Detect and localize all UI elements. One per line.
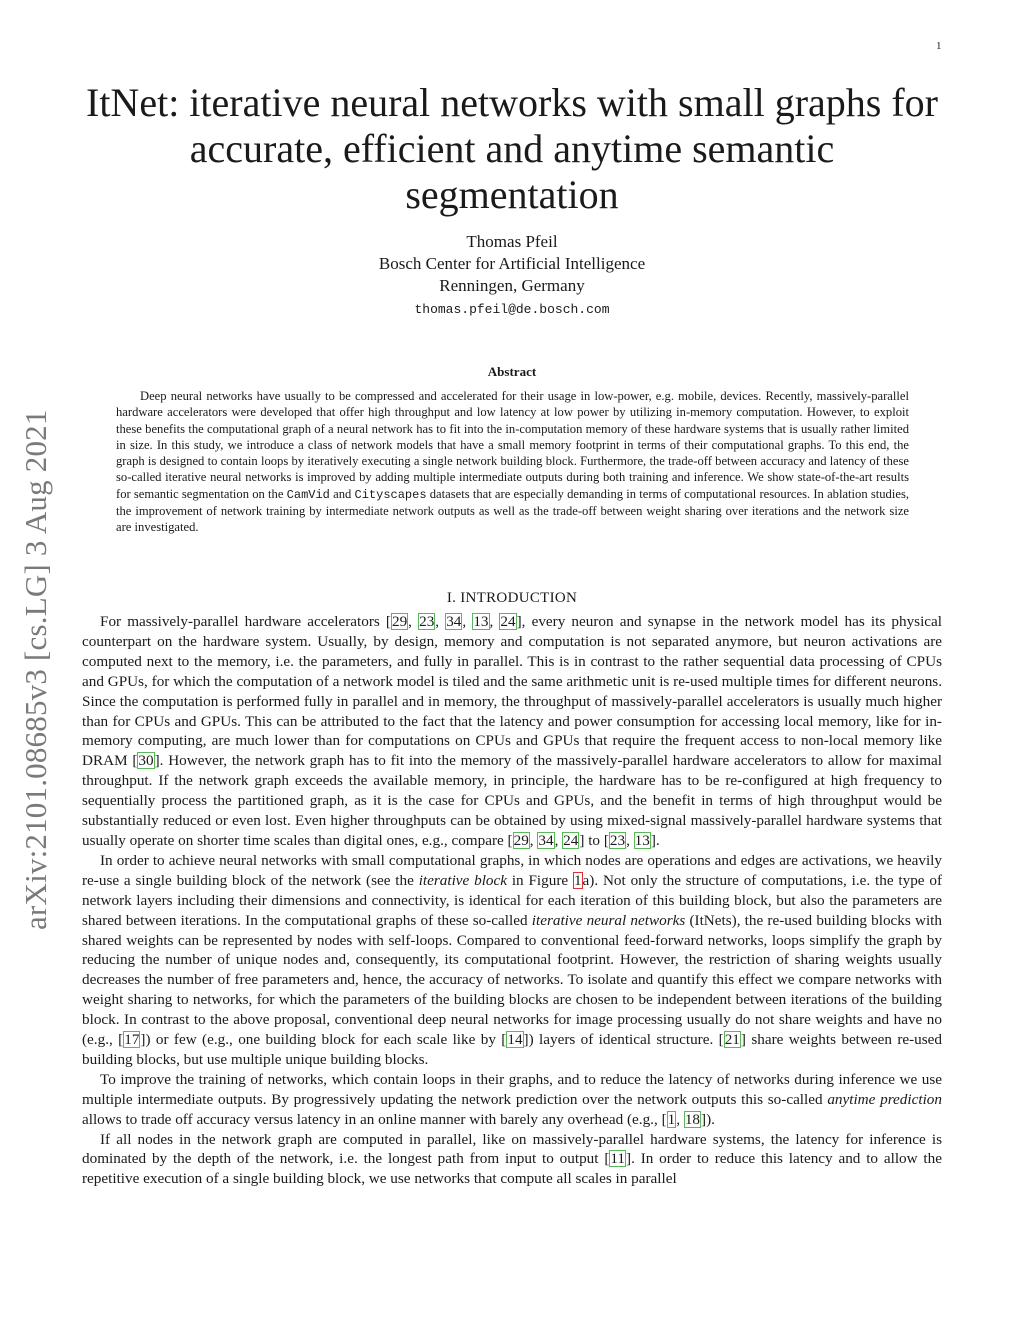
dataset-camvid: CamVid [286, 487, 330, 502]
citation-link[interactable]: 21 [724, 1031, 740, 1049]
paragraph-1: For massively-parallel hardware accelerators [29, 23, 34, 13, 24], every neuron and synapse in the network model has its physical counterpart on the hardware system. Usually, by design, memory and computation is not separated anymore, but neuron activations are computed next to the memory, i.e. the parameters, and fully in parallel. This is in contrast to the rather sequential data processing of CPUs and GPUs, for which the computation of a network model is tiled and the same arithmetic unit is re-used multiple times for different neurons. Since the computation is performed fully in parallel and in memory, the throughput of massively-parallel accelerators is usually much higher than for CPUs and GPUs. This can be attributed to the fact that the latency and power consumption for accessing local memory, like for in-memory computing, are much lower than for computations on CPUs and GPUs that require the frequent access to non-local memory like DRAM [30]. However, the network graph has to fit into the memory of the massively-parallel hardware accelerators to allow for maximal throughput. If the network graph exceeds the available memory, in principle, the hardware has to be re-configured at high frequency to sequentially process the partitioned graph, as it is the case for CPUs and GPUs, and the benefit in terms of high throughput would be substantially reduced or even lost. Even higher throughputs can be obtained by using mixed-signal massively-parallel hardware systems that usually operate on shorter time scales than digital ones, e.g., compare [29, 34, 24] to [23, 13]. [82, 613, 943, 849]
figure-reference-link[interactable]: 1 [573, 871, 582, 889]
author-affiliation: Bosch Center for Artificial Intelligence [378, 254, 646, 273]
citation-link[interactable]: 24 [563, 831, 579, 849]
citation-link[interactable]: 13 [634, 831, 650, 849]
section-heading-introduction [82, 590, 942, 607]
section-title: NTRODUCTION [465, 590, 578, 606]
abstract-heading: Abstract [487, 364, 537, 379]
citation-link[interactable]: 13 [473, 613, 489, 630]
page-number: 1 [936, 40, 942, 52]
citation-link[interactable]: 11 [610, 1150, 626, 1168]
paper-title: ItNet: iterative neural networks with small graphs for accurate, efficient and anytime semantic segmentation [86, 80, 938, 217]
citation-link[interactable]: 23 [419, 613, 435, 630]
abstract-text: and [329, 486, 355, 501]
citation-link[interactable]: 14 [507, 1031, 523, 1049]
citation-link[interactable]: 1 [667, 1110, 676, 1128]
citation-link[interactable]: 34 [538, 831, 554, 849]
citation-link[interactable]: 23 [609, 831, 626, 849]
citation-link[interactable]: 17 [124, 1031, 140, 1049]
dataset-cityscapes: Cityscapes [354, 487, 427, 502]
citation-link[interactable]: 24 [500, 613, 516, 630]
citation-link[interactable]: 29 [391, 613, 408, 630]
citation-link[interactable]: 30 [138, 752, 154, 770]
abstract-text: datasets that are especially demanding in terms of computational resources. In ablation studies, the improvement of network training by intermediate network outputs as well as the trade-off between weight sharing over iterations and the network size are investigated. [116, 486, 909, 535]
citation-link[interactable]: 29 [513, 831, 529, 849]
arxiv-identifier-stamp: arXiv:2101.08685v3 [cs.LG] 3 Aug 2021 [18, 409, 53, 930]
paragraph-2: In order to achieve neural networks with small computational graphs, in which nodes are operations and edges are activations, we heavily re-use a single building block of the network (see the iterative block in Figure 1a). Not only the structure of computations, i.e. the type of network layers including their dimensions and connectivity, is identical for each iteration of this building block, but also the parameters are shared between iterations. In the computational graphs of these so-called iterative neural networks (ItNets), the re-used building blocks with shared weights can be represented by nodes with self-loops. Compared to conventional feed-forward networks, loops simplify the graph by reducing the number of unique nodes and, consequently, its computational footprint. However, the restriction of sharing weights usually decreases the number of free parameters and, hence, the accuracy of networks. To isolate and quantify this effect we compare networks with weight sharing to networks, for which the parameters of the building blocks are chosen to be independent between iterations of the building block. In contrast to the above proposal, conventional deep neural networks for image processing usually do not share weights and have no (e.g., [17]) or few (e.g., one building block for each scale like by [14]) layers of identical structure. [21] share weights between re-used building blocks, but use multiple unique building blocks. [82, 851, 943, 1068]
author-email[interactable]: thomas.pfeil@de.bosch.com [414, 302, 610, 317]
abstract-body [116, 388, 909, 536]
abstract-text: Deep neural networks have usually to be compressed and accelerated for their usage in low-power, e.g. mobile, devices. Recently, massively-parallel hardware accelerators were developed that offer high throughput and low latency at low power by utilizing in-memory computation. However, to exploit these benefits the computational graph of a neural network has to fit into the in-computation memory of these hardware systems that is usually rather limited in size. In this study, we introduce a class of network models that have a small memory footprint in terms of their computational graphs. To this end, the graph is designed to contain loops by iteratively executing a single network building block. Furthermore, the trade-off between accuracy and latency of these so-called iterative neural networks is improved by adding multiple intermediate outputs during both training and inference. We show state-of-the-art results for semantic segmentation on the [116, 389, 909, 501]
citation-link[interactable]: 34 [446, 613, 462, 630]
citation-link[interactable]: 18 [684, 1110, 701, 1128]
paragraph-3: To improve the training of networks, which contain loops in their graphs, and to reduce the latency of networks during inference we use multiple intermediate outputs. By progressively updating the network prediction over the network outputs this so-called anytime prediction allows to trade off accuracy versus latency in an online manner with barely any overhead (e.g., [1, 18]). [82, 1070, 942, 1128]
author-name: Thomas Pfeil [466, 232, 558, 251]
section-number: I. I [446, 590, 466, 606]
paragraph-4: If all nodes in the network graph are computed in parallel, like on massively-parallel hardware systems, the latency for inference is dominated by the depth of the network, i.e. the longest path from input to output [11]. In order to reduce this latency and to allow the repetitive execution of a single building block, we use networks that compute all scales in parallel [82, 1130, 942, 1188]
author-block [82, 231, 942, 321]
author-location: Renningen, Germany [439, 276, 585, 295]
introduction-body [82, 612, 942, 1189]
